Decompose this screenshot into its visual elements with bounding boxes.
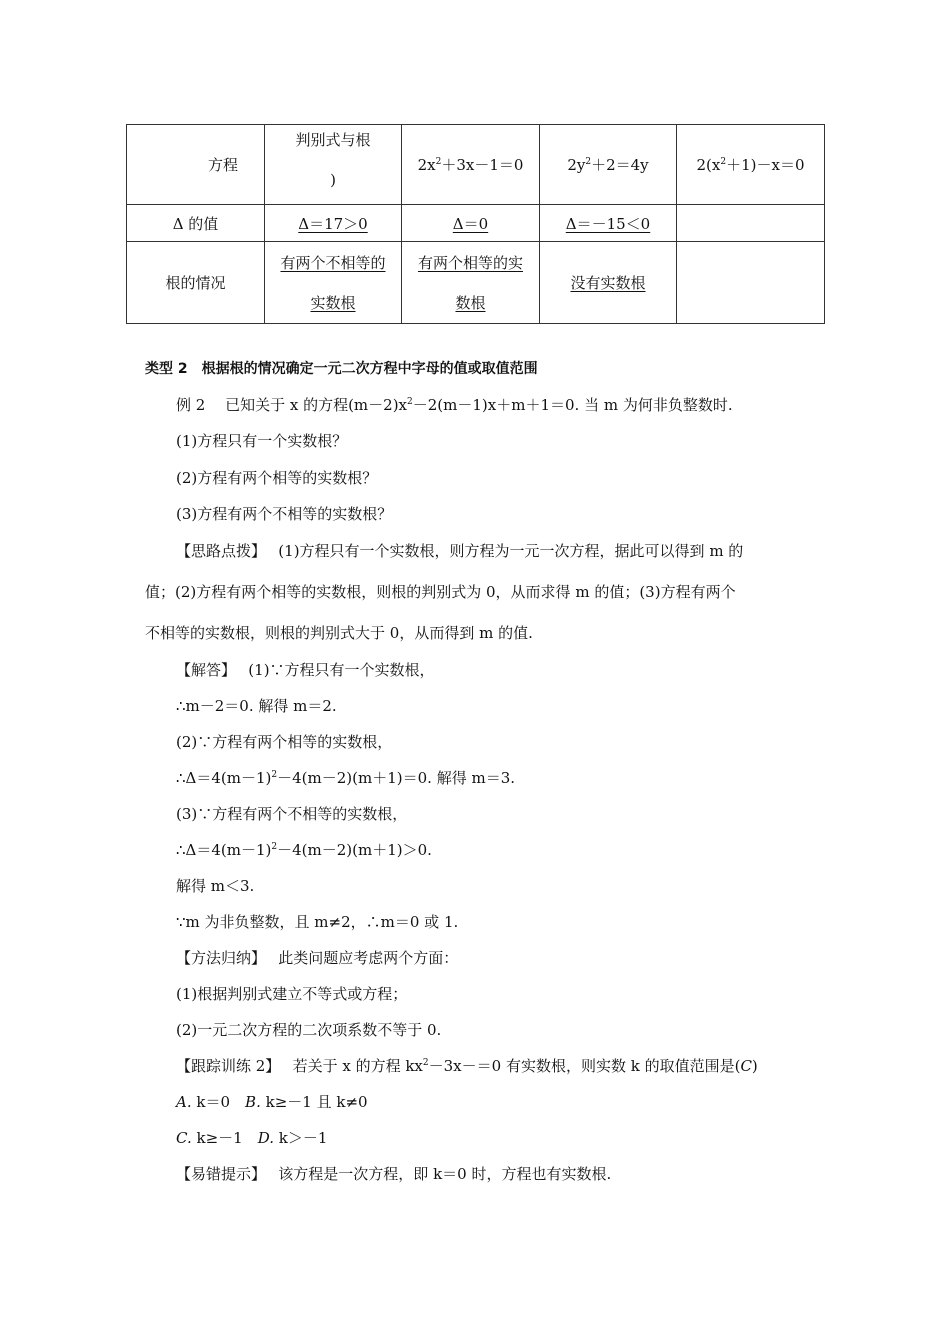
solution-line-4: $\therefore\Delta=4(m-1)^2-4(m-2)(m+1)=0$. 解得 m＝3. xyxy=(176,769,516,787)
header-label-line1: 判别式与根 xyxy=(295,131,371,149)
option-a: k＝0 xyxy=(196,1093,231,1111)
example-label: 例 2 xyxy=(176,396,206,414)
options-cd xyxy=(176,1127,327,1148)
solution-line-3: (2)∵方程有两个相等的实数根， xyxy=(176,733,393,751)
question-1: (1)方程只有一个实数根？ xyxy=(176,432,348,450)
roots-value-3: 没有实数根 xyxy=(570,274,646,292)
delta-value-1: Δ＝17＞0 xyxy=(298,214,368,233)
header-label-cell xyxy=(265,125,402,205)
option-d: k＞－1 xyxy=(278,1129,328,1147)
roots-1-line2: 实数根 xyxy=(310,293,356,312)
roots-row-label: 根的情况 xyxy=(127,242,265,324)
header-label-line2: ) xyxy=(330,171,336,189)
solution-line-1 xyxy=(176,659,435,680)
method-point-1: (1)根据判别式建立不等式或方程； xyxy=(176,985,408,1003)
solution-line-8: ∵m 为非负整数，且 m≠2，∴m＝0 或 1. xyxy=(176,913,459,931)
option-c: k≥－1 xyxy=(196,1129,243,1147)
solution-line-5: (3)∵方程有两个不相等的实数根， xyxy=(176,805,408,823)
practice-line: 【跟踪训练 2】 若关于 x 的方程 $kx^2-3x-=0$ 有实数根，则实数 k 的取值范围是(C) xyxy=(176,1057,758,1075)
option-c-letter: C. xyxy=(176,1129,192,1147)
method-point-2: (2)一元二次方程的二次项系数不等于 0. xyxy=(176,1021,442,1039)
roots-cell-2 xyxy=(402,242,540,324)
method-label: 【方法归纳】 xyxy=(176,949,259,967)
delta-value-4 xyxy=(677,205,825,242)
roots-1-line1: 有两个不相等的 xyxy=(280,253,386,272)
discriminant-table xyxy=(126,124,825,324)
pitfall-text: 该方程是一次方程，即 k＝0 时，方程也有实数根. xyxy=(278,1165,612,1183)
hint-line-1 xyxy=(176,540,743,561)
practice-answer: C xyxy=(740,1057,752,1075)
roots-cell-1 xyxy=(265,242,402,324)
hint-line-2: 值；(2)方程有两个相等的实数根，则根的判别式为 0，从而求得 m 的值；(3)方程有两个 xyxy=(145,583,736,601)
roots-value-4 xyxy=(677,242,825,324)
solution-line-6: $\therefore\Delta=4(m-1)^2-4(m-2)(m+1)>0$. xyxy=(176,841,432,859)
equation-3: $2(x^2+1)-x=0$ xyxy=(677,125,825,205)
solution-text-1: (1)∵方程只有一个实数根， xyxy=(248,661,435,679)
option-b-letter: B. xyxy=(245,1093,261,1111)
hint-line-3: 不相等的实数根，则根的判别式大于 0，从而得到 m 的值. xyxy=(145,624,533,642)
equation-1: $2x^2+3x-1=0$ xyxy=(402,125,540,205)
option-b: k≥－1 且 k≠0 xyxy=(265,1093,368,1111)
method-intro: 此类问题应考虑两个方面： xyxy=(278,949,459,967)
solution-line-2: ∴m－2＝0. 解得 m＝2. xyxy=(176,697,337,715)
practice-label: 【跟踪训练 2】 xyxy=(176,1057,273,1075)
roots-2-line1: 有两个相等的实 xyxy=(417,253,523,272)
delta-value-3: Δ＝－15＜0 xyxy=(565,214,651,233)
options-ab xyxy=(176,1091,368,1112)
option-a-letter: A. xyxy=(176,1093,192,1111)
question-3: (3)方程有两个不相等的实数根？ xyxy=(176,505,393,523)
solution-label: 【解答】 xyxy=(176,661,229,679)
roots-2-line2: 数根 xyxy=(455,293,486,312)
question-2: (2)方程有两个相等的实数根？ xyxy=(176,469,378,487)
section-title: 类型 2 根据根的情况确定一元二次方程中字母的值或取值范围 xyxy=(145,361,538,377)
hint-label: 【思路点拨】 xyxy=(176,542,259,560)
pitfall-line xyxy=(176,1163,611,1184)
corner-cell xyxy=(127,125,265,205)
solution-line-7: 解得 m＜3. xyxy=(176,877,255,895)
method-line xyxy=(176,947,458,968)
corner-label: 方程 xyxy=(207,156,238,174)
delta-row-label: Δ 的值 xyxy=(127,205,265,242)
example-line: 例 2 已知关于 x 的方程$(m-2)x^2-2(m-1)x+m+1=0$. 当 m 为何非负整数时. xyxy=(176,396,733,414)
option-d-letter: D. xyxy=(257,1129,274,1147)
delta-value-2: Δ＝0 xyxy=(452,214,489,233)
pitfall-label: 【易错提示】 xyxy=(176,1165,259,1183)
equation-2: $2y^2+2=4y$ xyxy=(540,125,677,205)
hint-text-1: (1)方程只有一个实数根，则方程为一元一次方程，据此可以得到 m 的 xyxy=(278,542,744,560)
